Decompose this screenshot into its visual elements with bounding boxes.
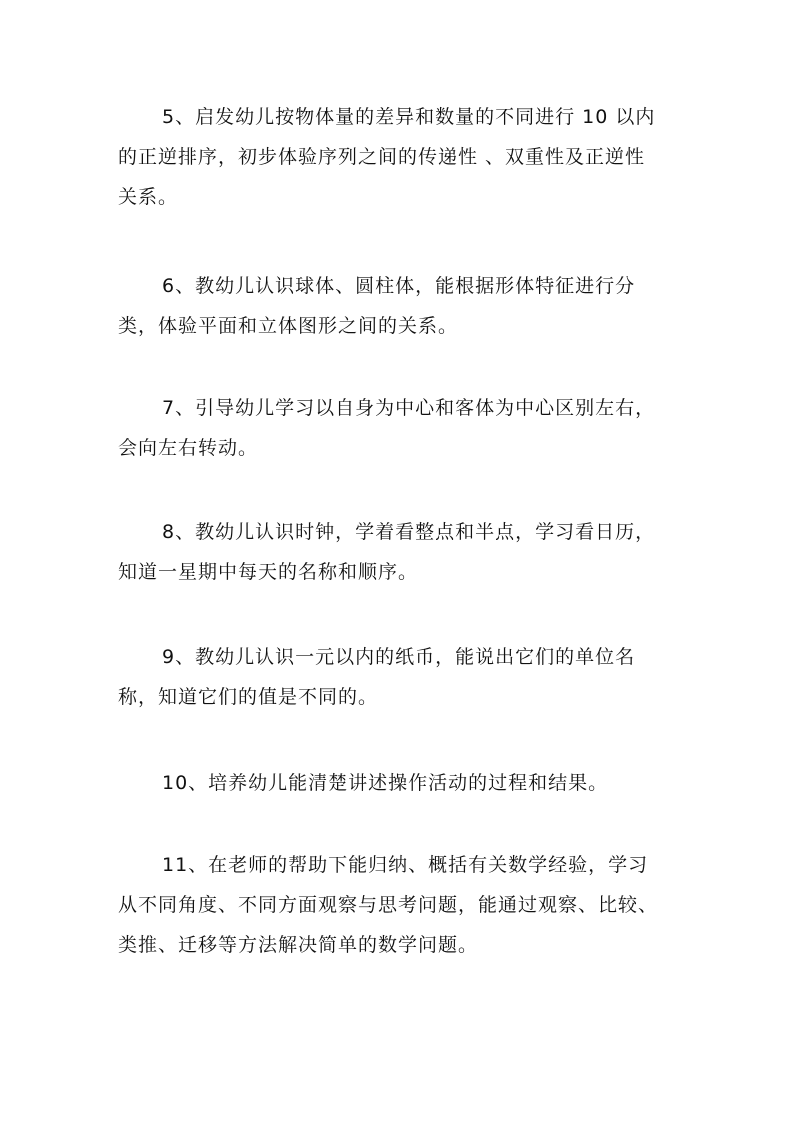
paragraph-line: 的正逆排序，初步体验序列之间的传递性 、双重性及正逆性 xyxy=(118,146,646,168)
paragraph-line: 类推、迁移等方法解决简单的数学问题。 xyxy=(118,934,479,956)
paragraph-line: 7、引导幼儿学习以自身为中心和客体为中心区别左右， xyxy=(162,397,656,419)
paragraph-item-7 xyxy=(118,388,678,468)
paragraph-line: 5、启发幼儿按物体量的差异和数量的不同进行 10 以内 xyxy=(162,106,656,128)
paragraph-line: 类，体验平面和立体图形之间的关系。 xyxy=(118,315,459,337)
paragraph-line: 9、教幼儿认识一元以内的纸币，能说出它们的单位名 xyxy=(162,646,636,668)
paragraph-line: 10、培养幼儿能清楚讲述操作活动的过程和结果。 xyxy=(162,772,609,794)
paragraph-line: 关系。 xyxy=(118,186,179,208)
paragraph-line: 会向左右转动。 xyxy=(118,437,259,459)
paragraph-line: 6、教幼儿认识球体、圆柱体，能根据形体特征进行分 xyxy=(162,275,636,297)
paragraph-item-5 xyxy=(118,97,678,217)
paragraph-item-10 xyxy=(118,763,678,803)
paragraph-line: 知道一星期中每天的名称和顺序。 xyxy=(118,561,419,583)
paragraph-item-8 xyxy=(118,512,678,592)
paragraph-line: 称，知道它们的值是不同的。 xyxy=(118,686,379,708)
paragraph-line: 11、在老师的帮助下能归纳、概括有关数学经验，学习 xyxy=(162,854,649,876)
paragraph-item-9 xyxy=(118,637,678,717)
paragraph-item-11 xyxy=(118,845,678,965)
paragraph-line: 8、教幼儿认识时钟，学着看整点和半点，学习看日历， xyxy=(162,521,656,543)
paragraph-line: 从不同角度、不同方面观察与思考问题，能通过观察、比较、 xyxy=(118,894,659,916)
paragraph-item-6 xyxy=(118,266,678,346)
